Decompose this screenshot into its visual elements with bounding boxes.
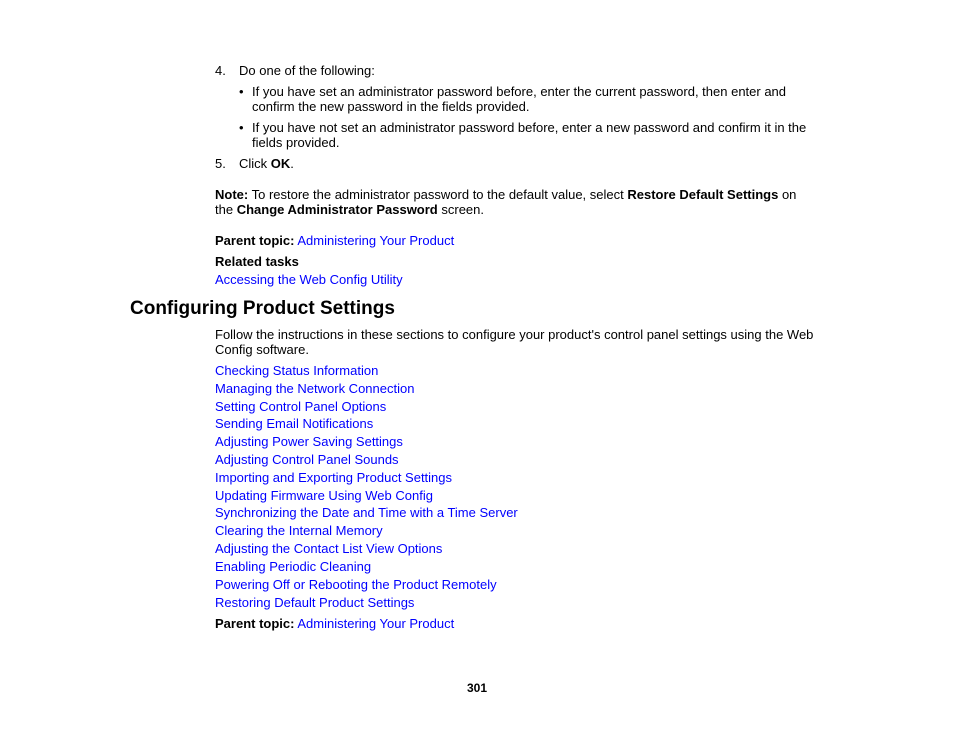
step-number: 4. — [215, 63, 226, 78]
topic-link-row — [215, 488, 433, 503]
note-line — [215, 187, 825, 202]
note-bold-term: Change Administrator Password — [236, 202, 438, 217]
related-task-link[interactable]: Accessing the Web Config Utility — [215, 272, 403, 287]
topic-link-row — [215, 595, 414, 610]
topic-link-row — [215, 399, 386, 414]
parent-topic-link[interactable]: Administering Your Product — [297, 233, 455, 248]
topic-link-row — [215, 363, 378, 378]
topic-link[interactable]: Powering Off or Rebooting the Product Remotely — [215, 577, 497, 592]
topic-link[interactable]: Managing the Network Connection — [215, 381, 415, 396]
topic-link[interactable]: Checking Status Information — [215, 363, 379, 378]
topic-link-row — [215, 541, 442, 556]
topic-link-row — [215, 470, 452, 485]
bullet-marker: • — [239, 84, 244, 99]
parent-topic-label: Parent topic: — [215, 233, 295, 248]
note-paragraph — [215, 187, 825, 217]
step-text-part: . — [290, 156, 294, 171]
section-intro — [215, 327, 825, 357]
topic-link-row — [215, 559, 371, 574]
topic-link[interactable]: Enabling Periodic Cleaning — [215, 559, 372, 574]
bullet-line: If you have set an administrator password before, enter the current password, then enter and — [252, 84, 787, 99]
topic-link[interactable]: Adjusting Control Panel Sounds — [215, 452, 399, 467]
topic-link[interactable]: Restoring Default Product Settings — [215, 595, 415, 610]
topic-link[interactable]: Importing and Exporting Product Settings — [215, 470, 453, 485]
note-line — [215, 202, 825, 217]
topic-link-row — [215, 381, 414, 396]
topic-link-row — [215, 523, 383, 538]
topic-link[interactable]: Adjusting the Contact List View Options — [215, 541, 443, 556]
topic-link-row — [215, 577, 497, 592]
note-label: Note: — [215, 187, 249, 202]
bullet-line: If you have not set an administrator password before, enter a new password and confirm it in the — [252, 120, 807, 135]
bullet-item — [252, 84, 822, 114]
bullet-item — [252, 120, 822, 150]
parent-topic-link[interactable]: Administering Your Product — [297, 616, 455, 631]
step-text-part: Click — [239, 156, 271, 171]
topic-link[interactable]: Updating Firmware Using Web Config — [215, 488, 433, 503]
step-text: Do one of the following: — [239, 63, 375, 78]
section-heading: Configuring Product Settings — [130, 298, 395, 319]
page-number: 301 — [466, 681, 488, 695]
topic-link[interactable]: Adjusting Power Saving Settings — [215, 434, 403, 449]
related-tasks-heading: Related tasks — [215, 254, 299, 269]
topic-link[interactable]: Setting Control Panel Options — [215, 399, 387, 414]
related-task-item — [215, 272, 403, 287]
step-text — [239, 156, 294, 171]
related-tasks-label — [215, 254, 299, 269]
intro-line: Follow the instructions in these sections to configure your product's control panel settings using the Web — [215, 327, 814, 342]
topic-link-row — [215, 434, 403, 449]
bullet-line: fields provided. — [252, 135, 340, 150]
note-text: on — [778, 187, 797, 202]
note-text: the — [215, 202, 237, 217]
ok-label: OK — [270, 156, 291, 171]
topic-link-row — [215, 452, 399, 467]
parent-topic — [215, 616, 454, 631]
topic-link-row — [215, 416, 373, 431]
parent-topic — [215, 233, 454, 248]
bullet-line: confirm the new password in the fields provided. — [252, 99, 530, 114]
topic-link-row — [215, 505, 518, 520]
parent-topic-label: Parent topic: — [215, 616, 295, 631]
intro-line: Config software. — [215, 342, 309, 357]
topic-link[interactable]: Clearing the Internal Memory — [215, 523, 383, 538]
note-text: To restore the administrator password to the default value, select — [248, 187, 628, 202]
topic-link[interactable]: Sending Email Notifications — [215, 416, 374, 431]
bullet-marker: • — [239, 120, 244, 135]
step-number: 5. — [215, 156, 226, 171]
note-bold-term: Restore Default Settings — [627, 187, 779, 202]
topic-link[interactable]: Synchronizing the Date and Time with a Time Server — [215, 505, 518, 520]
note-text: screen. — [437, 202, 484, 217]
